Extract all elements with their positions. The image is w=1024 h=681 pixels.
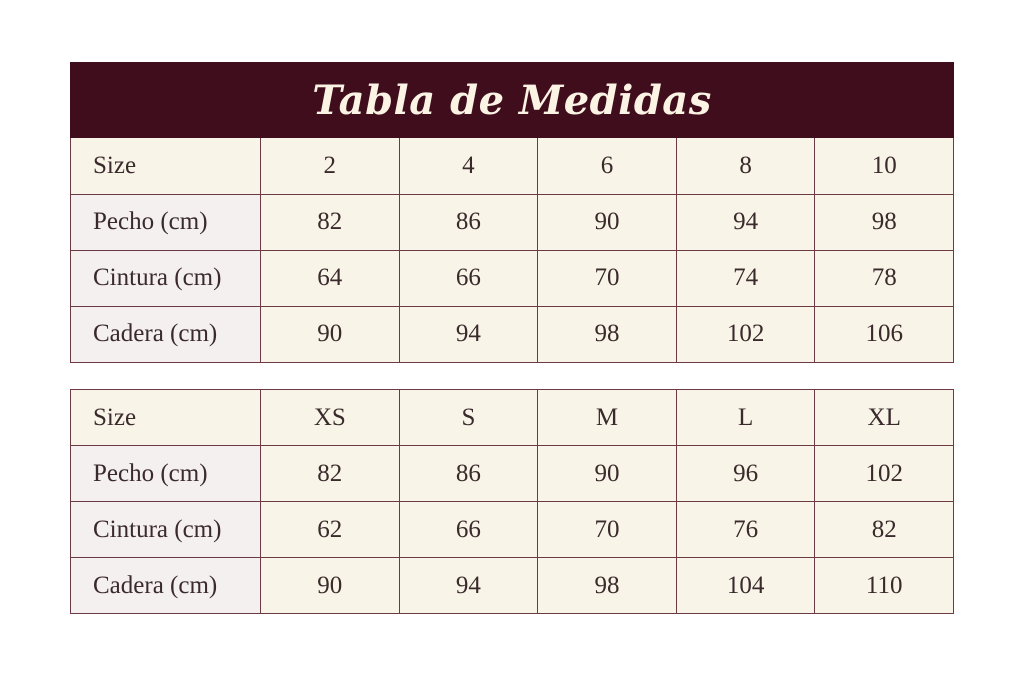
- measurement-cell: 64: [261, 250, 400, 306]
- measurement-cell: 76: [676, 502, 815, 558]
- measurement-cell: 102: [815, 446, 954, 502]
- measurement-cell: 106: [815, 306, 954, 362]
- measurement-cell: 94: [399, 306, 538, 362]
- measurement-cell: 94: [399, 558, 538, 614]
- page-title: Tabla de Medidas: [70, 62, 954, 138]
- measurement-cell: 82: [815, 502, 954, 558]
- row-label: Cadera (cm): [71, 306, 261, 362]
- measurement-cell: 82: [261, 446, 400, 502]
- table-header-row: [71, 390, 954, 446]
- measurement-cell: 94: [676, 194, 815, 250]
- size-header-label: Size: [71, 138, 261, 194]
- table-row: [71, 250, 954, 306]
- size-header-cell: 10: [815, 138, 954, 194]
- measurement-cell: 90: [261, 558, 400, 614]
- size-header-cell: L: [676, 390, 815, 446]
- measurement-cell: 62: [261, 502, 400, 558]
- size-header-cell: 6: [538, 138, 677, 194]
- size-header-cell: M: [538, 390, 677, 446]
- measurement-cell: 90: [538, 446, 677, 502]
- row-label: Cintura (cm): [71, 250, 261, 306]
- letter-size-table: [70, 389, 954, 614]
- measurement-cell: 78: [815, 250, 954, 306]
- measurement-cell: 98: [815, 194, 954, 250]
- measurement-cell: 90: [538, 194, 677, 250]
- row-label: Cintura (cm): [71, 502, 261, 558]
- measurement-cell: 90: [261, 306, 400, 362]
- measurement-cell: 66: [399, 502, 538, 558]
- size-header-cell: XL: [815, 390, 954, 446]
- measurement-cell: 86: [399, 446, 538, 502]
- size-header-cell: S: [399, 390, 538, 446]
- table-row: [71, 446, 954, 502]
- measurement-cell: 66: [399, 250, 538, 306]
- table-row: [71, 502, 954, 558]
- table-row: [71, 558, 954, 614]
- measurement-cell: 98: [538, 306, 677, 362]
- row-label: Pecho (cm): [71, 446, 261, 502]
- row-label: Pecho (cm): [71, 194, 261, 250]
- table-row: [71, 194, 954, 250]
- measurement-cell: 82: [261, 194, 400, 250]
- size-header-cell: 8: [676, 138, 815, 194]
- numeric-size-table: [70, 138, 954, 363]
- measurement-cell: 110: [815, 558, 954, 614]
- measurement-cell: 96: [676, 446, 815, 502]
- measurement-cell: 98: [538, 558, 677, 614]
- measurement-cell: 102: [676, 306, 815, 362]
- row-label: Cadera (cm): [71, 558, 261, 614]
- measurement-cell: 70: [538, 250, 677, 306]
- size-header-cell: 4: [399, 138, 538, 194]
- measurement-cell: 74: [676, 250, 815, 306]
- size-header-label: Size: [71, 390, 261, 446]
- measurement-cell: 86: [399, 194, 538, 250]
- size-header-cell: 2: [261, 138, 400, 194]
- table-header-row: [71, 138, 954, 194]
- table-row: [71, 306, 954, 362]
- measurement-cell: 70: [538, 502, 677, 558]
- measurement-cell: 104: [676, 558, 815, 614]
- size-header-cell: XS: [261, 390, 400, 446]
